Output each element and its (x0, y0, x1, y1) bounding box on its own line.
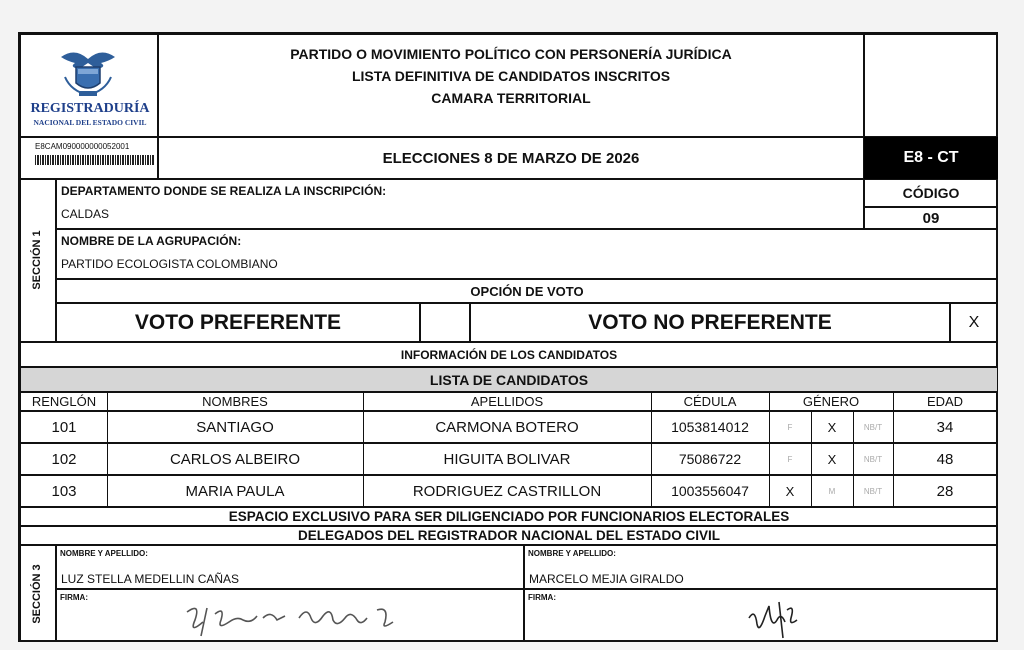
delegates-title: DELEGADOS DEL REGISTRADOR NACIONAL DEL ESTADO CIVIL (20, 526, 998, 545)
table-row (20, 475, 998, 507)
header-title-box (158, 34, 864, 137)
barcode-text: E8CAM090000000052001 (35, 142, 130, 151)
signature-2-icon (739, 594, 809, 640)
coat-of-arms-icon (57, 47, 119, 99)
header-line-1: PARTIDO O MOVIMIENTO POLÍTICO CON PERSONERÍA JURÍDICA (290, 46, 732, 62)
row-gender-m: X (827, 451, 837, 467)
delegate-2-name-box (524, 545, 998, 589)
row-gender-nbt: NB/T (863, 422, 883, 432)
delegate-1-name-box (56, 545, 524, 589)
row-cedula: 1053814012 (671, 419, 749, 435)
delegate-2-name: MARCELO MEJIA GIRALDO (529, 572, 684, 586)
row-edad: 48 (936, 450, 954, 468)
col-renglon: RENGLÓN (31, 394, 97, 409)
table-row (20, 443, 998, 475)
table-row (20, 411, 998, 443)
electoral-form (18, 32, 998, 642)
delegate-2-signature-label: FIRMA: (528, 593, 556, 602)
logo-name: REGISTRADURÍA (30, 101, 150, 116)
delegate-1-signature-box (56, 589, 524, 642)
department-box (56, 179, 864, 229)
candidate-info-title: INFORMACIÓN DE LOS CANDIDATOS (20, 342, 998, 367)
row-cedula: 75086722 (678, 451, 742, 467)
row-gender-nbt: NB/T (863, 486, 883, 496)
group-value: PARTIDO ECOLOGISTA COLOMBIANO (61, 257, 278, 271)
row-cedula: 1003556047 (671, 483, 749, 499)
row-gender-m: M (828, 486, 836, 496)
col-nombres: NOMBRES (202, 394, 268, 409)
row-nombres: SANTIAGO (196, 418, 274, 436)
barcode-box (20, 137, 158, 179)
no-preferente-checkbox[interactable]: X (950, 303, 998, 342)
code-value: 09 (864, 207, 998, 229)
row-nombres: CARLOS ALBEIRO (169, 450, 301, 468)
code-label: CÓDIGO (864, 179, 998, 207)
row-apellidos: RODRIGUEZ CASTRILLON (412, 482, 602, 500)
department-value: CALDAS (61, 207, 110, 221)
group-box (56, 229, 998, 279)
delegate-2-name-label: NOMBRE Y APELLIDO: (528, 549, 616, 558)
row-renglon: 103 (51, 482, 77, 500)
logo-subtitle: NACIONAL DEL ESTADO CIVIL (33, 117, 147, 127)
row-gender-f: F (787, 454, 793, 464)
row-gender-f: X (785, 483, 795, 499)
row-renglon: 102 (51, 450, 77, 468)
logo-box (20, 34, 158, 137)
section-3-tab (20, 545, 56, 642)
preferente-checkbox[interactable] (420, 303, 470, 342)
signature-1-icon (181, 592, 401, 640)
row-edad: 34 (936, 418, 954, 436)
col-edad: EDAD (926, 394, 964, 409)
row-edad: 28 (936, 482, 954, 500)
no-preferente-label: VOTO NO PREFERENTE (470, 303, 950, 342)
header-line-2: LISTA DEFINITIVA DE CANDIDATOS INSCRITOS (351, 68, 671, 84)
row-apellidos: CARMONA BOTERO (435, 418, 579, 436)
election-title: ELECCIONES 8 DE MARZO DE 2026 (158, 137, 864, 179)
barcode-icon (35, 155, 155, 165)
col-apellidos: APELLIDOS (470, 394, 544, 409)
section-1-tab (20, 179, 56, 342)
group-label: NOMBRE DE LA AGRUPACIÓN: (61, 234, 242, 248)
row-apellidos: HIGUITA BOLIVAR (443, 450, 571, 468)
col-cedula: CÉDULA (683, 394, 737, 409)
row-gender-nbt: NB/T (863, 454, 883, 464)
delegate-1-name-label: NOMBRE Y APELLIDO: (60, 549, 148, 558)
candidate-header-row (20, 392, 998, 411)
col-genero: GÉNERO (802, 394, 860, 409)
department-label: DEPARTAMENTO DONDE SE REALIZA LA INSCRIPCIÓN: (61, 184, 387, 198)
delegate-1-signature-label: FIRMA: (60, 593, 88, 602)
section-3-label: SECCIÓN 3 (31, 564, 43, 624)
row-gender-m: X (827, 419, 837, 435)
section-1-label: SECCIÓN 1 (31, 230, 43, 290)
row-renglon: 101 (51, 418, 77, 436)
exclusive-space-title: ESPACIO EXCLUSIVO PARA SER DILIGENCIADO POR FUNCIONARIOS ELECTORALES (20, 507, 998, 526)
candidate-list-title: LISTA DE CANDIDATOS (20, 367, 998, 392)
preferente-label: VOTO PREFERENTE (56, 303, 420, 342)
delegate-2-signature-box (524, 589, 998, 642)
form-code: E8 - CT (864, 137, 998, 179)
row-nombres: MARIA PAULA (185, 482, 285, 500)
row-gender-f: F (787, 422, 793, 432)
header-right-box (864, 34, 998, 137)
header-line-3: CAMARA TERRITORIAL (431, 90, 591, 106)
delegate-1-name: LUZ STELLA MEDELLIN CAÑAS (61, 572, 240, 586)
vote-option-label: OPCIÓN DE VOTO (56, 279, 998, 303)
